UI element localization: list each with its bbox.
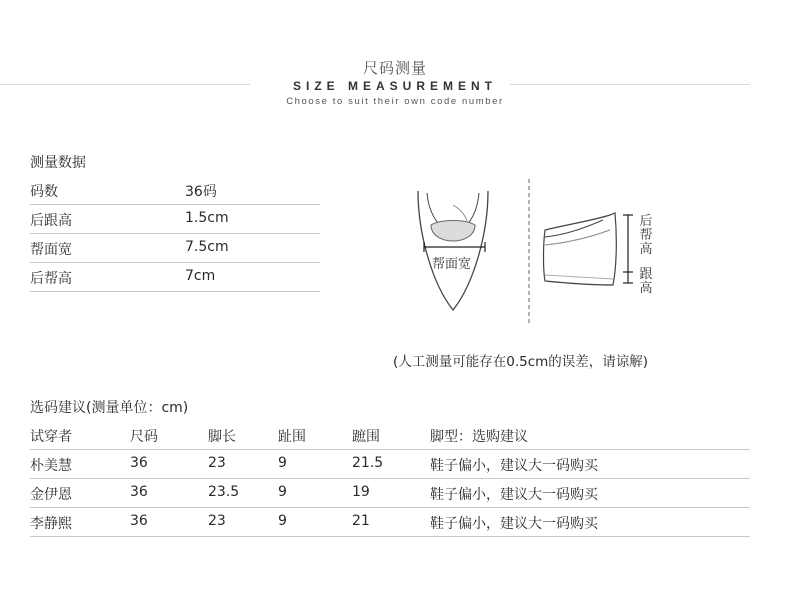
table-cell: 金伊恩 (30, 487, 72, 503)
table-cell: 36 (130, 484, 148, 500)
measurement-row (30, 176, 320, 205)
column-header: 趾围 (278, 429, 306, 445)
table-cell: 23 (208, 513, 226, 529)
table-cell: 21 (352, 513, 370, 529)
table-cell: 23.5 (208, 484, 240, 500)
table-cell: 19 (352, 484, 370, 500)
measurement-error-note: (人工测量可能存在0.5cm的误差，请谅解) (393, 354, 649, 370)
measurement-value: 7cm (185, 268, 216, 284)
table-cell: 36 (130, 513, 148, 529)
heel-height-char: 跟 (639, 267, 653, 282)
measurement-table (30, 176, 320, 292)
column-header: 蹠围 (352, 429, 380, 445)
table-cell: 朴美慧 (30, 458, 72, 474)
table-cell: 21.5 (352, 455, 384, 471)
column-header: 脚长 (208, 429, 236, 445)
column-header: 尺码 (130, 429, 158, 445)
table-cell: 鞋子偏小，建议大一码购买 (430, 487, 598, 503)
table-cell: 36 (130, 455, 148, 471)
table-row (30, 479, 750, 508)
measurement-label: 码数 (30, 184, 58, 200)
table-cell: 23 (208, 455, 226, 471)
measurement-label: 帮面宽 (30, 242, 72, 258)
upper-height-char: 帮 (639, 228, 653, 243)
measurement-row (30, 263, 320, 292)
page-subtitle: Choose to suit their own code number (286, 96, 504, 107)
measurement-label: 后跟高 (30, 213, 72, 229)
table-cell: 9 (278, 513, 287, 529)
upper-height-label (639, 215, 653, 257)
measurement-label: 后帮高 (30, 271, 72, 287)
measurement-value: 7.5cm (185, 239, 229, 255)
table-header-row (30, 421, 750, 450)
table-cell: 9 (278, 484, 287, 500)
measurement-row (30, 234, 320, 263)
measurement-value: 36码 (185, 184, 217, 200)
page-title-english: SIZE MEASUREMENT (292, 79, 497, 93)
table-cell: 9 (278, 455, 287, 471)
table-cell: 鞋子偏小，建议大一码购买 (430, 458, 598, 474)
heel-height-char: 高 (639, 281, 653, 296)
measurement-section-title: 测量数据 (30, 155, 86, 171)
size-advice-table (30, 421, 750, 537)
size-advice-title: 选码建议(测量单位：cm) (30, 400, 189, 416)
heel-height-label (639, 268, 653, 296)
measurement-value: 1.5cm (185, 210, 229, 226)
page-title: 尺码测量 (362, 59, 427, 77)
shoe-measurement-diagram (405, 175, 675, 335)
upper-height-char: 后 (639, 214, 653, 229)
column-header: 脚型：选购建议 (430, 429, 528, 445)
width-label: 帮面宽 (432, 257, 472, 272)
column-header: 试穿者 (30, 429, 72, 445)
measurement-row (30, 205, 320, 234)
table-cell: 鞋子偏小，建议大一码购买 (430, 516, 598, 532)
table-row (30, 508, 750, 537)
upper-height-char: 高 (639, 242, 653, 257)
table-cell: 李静熙 (30, 516, 72, 532)
table-row (30, 450, 750, 479)
